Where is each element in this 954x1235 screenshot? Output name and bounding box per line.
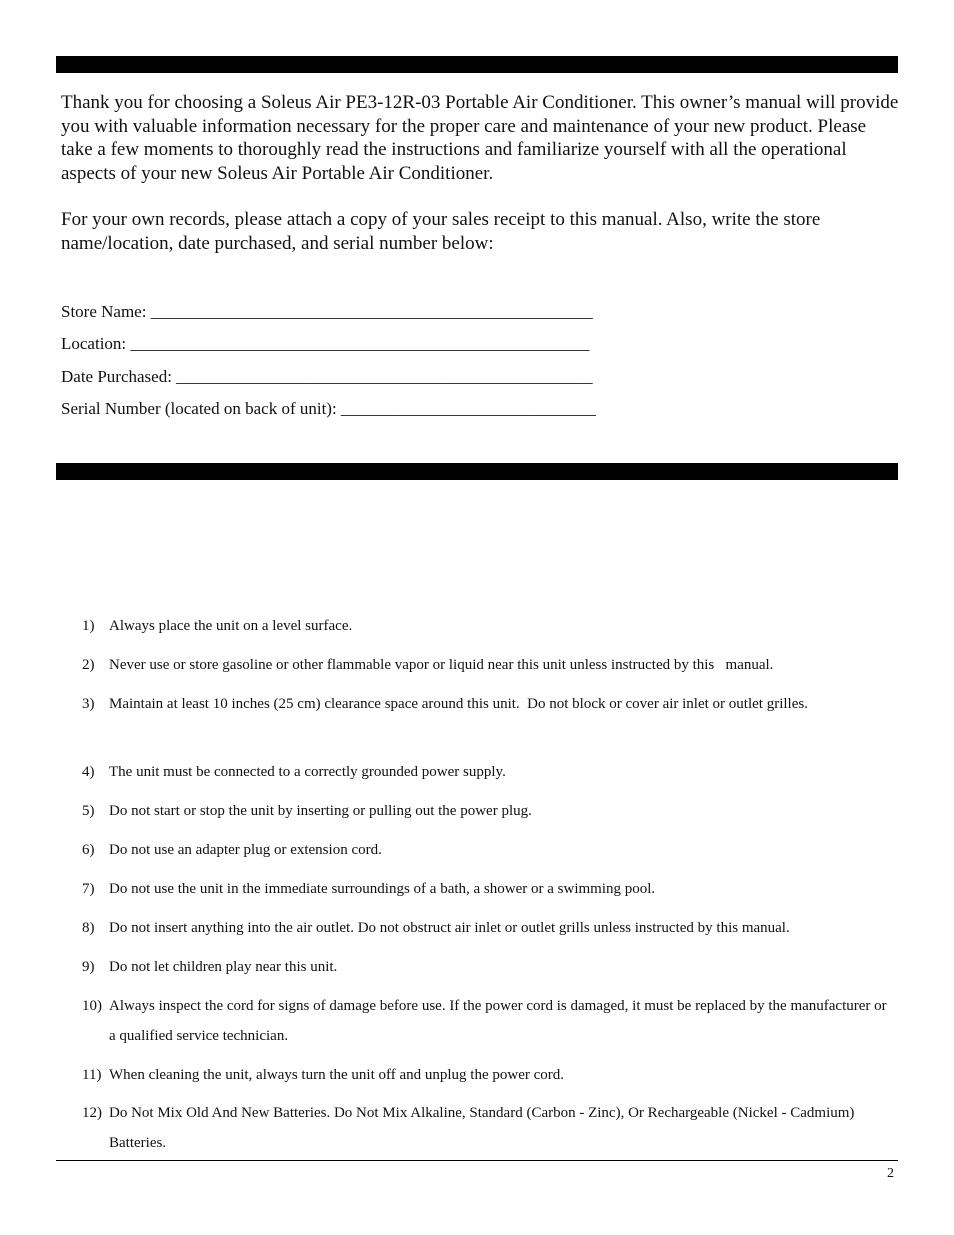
- list-item: [82, 650, 894, 680]
- list-item: [82, 913, 894, 943]
- list-item-text: Do not start or stop the unit by inserting or pulling out the power plug.: [109, 803, 532, 819]
- list-item-text: Never use or store gasoline or other flammable vapor or liquid near this unit unless instructed by this manual.: [109, 657, 774, 673]
- list-item-number: 1): [82, 618, 95, 634]
- list-item-text: Do not insert anything into the air outlet. Do not obstruct air inlet or outlet grills unless instructed by this manual.: [109, 920, 790, 936]
- date-purchased-field: Date Purchased: _________________________________________________: [61, 367, 593, 386]
- list-item-number: 12): [82, 1105, 102, 1121]
- list-item: [82, 952, 894, 982]
- list-item: [82, 991, 894, 1051]
- list-item-text: When cleaning the unit, always turn the unit off and unplug the power cord.: [109, 1067, 565, 1083]
- list-item-number: 6): [82, 842, 95, 858]
- list-item-number: 4): [82, 764, 95, 780]
- intro-paragraph: Thank you for choosing a Soleus Air PE3-12R-03 Portable Air Conditioner. This owner’s manual will provide you with valuable information necessary for the proper care and maintenance of your new product. Please take a few moments to thoroughly read the instructions and familiarize yourself with all the operational aspects of your new Soleus Air Portable Air Conditioner.: [61, 92, 899, 184]
- list-item: [82, 689, 894, 719]
- list-item-text: Maintain at least 10 inches (25 cm) clearance space around this unit. Do not block or cover air inlet or outlet grilles.: [109, 696, 808, 712]
- section-header-bar-safety: [56, 463, 898, 480]
- list-item-number: 8): [82, 920, 95, 936]
- list-item-number: 7): [82, 881, 95, 897]
- location-field: Location: ______________________________________________________: [61, 334, 590, 353]
- section-header-bar-top: [56, 56, 898, 73]
- list-item: [82, 874, 894, 904]
- serial-number-field: Serial Number (located on back of unit): ______________________________: [61, 399, 596, 418]
- list-item-text: Do not use the unit in the immediate surroundings of a bath, a shower or a swimming pool.: [109, 881, 656, 897]
- list-item: [82, 1098, 894, 1158]
- list-item-text: Always place the unit on a level surface.: [109, 618, 353, 634]
- list-item-text: Always inspect the cord for signs of damage before use. If the power cord is damaged, it must be replaced by the manufacturer or a qualified service technician.: [109, 998, 891, 1044]
- list-item-text: Do not use an adapter plug or extension cord.: [109, 842, 382, 858]
- page-number: 2: [887, 1166, 894, 1181]
- list-item-text: Do Not Mix Old And New Batteries. Do Not Mix Alkaline, Standard (Carbon - Zinc), Or Rechargeable (Nickel - Cadmium) Batteries.: [109, 1105, 859, 1151]
- list-item: [82, 835, 894, 865]
- list-item: [82, 757, 894, 787]
- list-item: [82, 796, 894, 826]
- list-item-text: Do not let children play near this unit.: [109, 959, 338, 975]
- records-instruction-paragraph: For your own records, please attach a copy of your sales receipt to this manual. Also, write the store name/location, date purchased, and serial number below:: [61, 209, 821, 254]
- list-item-number: 9): [82, 959, 95, 975]
- list-item: [82, 1060, 894, 1090]
- footer-divider: [56, 1160, 898, 1161]
- list-item-number: 11): [82, 1067, 102, 1083]
- list-item-number: 10): [82, 998, 102, 1014]
- list-item-number: 3): [82, 696, 95, 712]
- store-name-field: Store Name: ____________________________________________________: [61, 302, 593, 321]
- list-item: [82, 611, 894, 641]
- list-item-text: The unit must be connected to a correctly grounded power supply.: [109, 764, 506, 780]
- list-item-number: 2): [82, 657, 95, 673]
- list-item-number: 5): [82, 803, 95, 819]
